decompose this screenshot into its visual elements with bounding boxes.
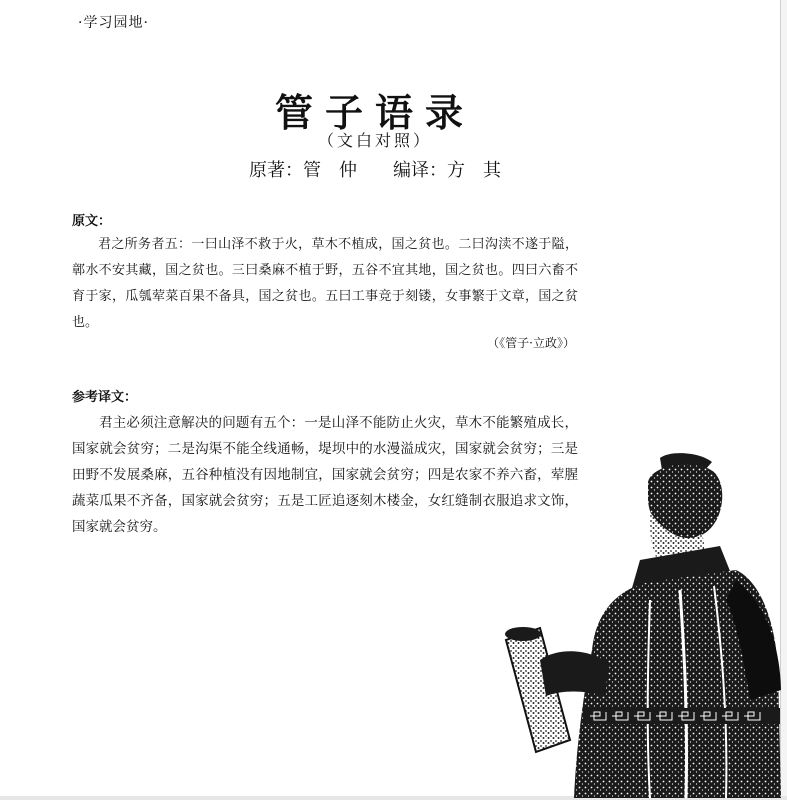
author-line [0, 156, 750, 182]
article-subtitle: （文白对照） [317, 131, 432, 150]
source-citation: （《管子·立政》） [487, 336, 575, 350]
translation-text: 君主必须注意解决的问题有五个：一是山泽不能防止火灾，草木不能繁殖成长，国家就会贫穷；二是沟渠不能全线通畅，堤坝中的水漫溢成灾，国家就会贫穷；三是田野不发展桑麻，五谷种植没有因地制宜，国家就会贫穷；四是农家不养六畜，荤腥蔬菜瓜果不齐备，国家就会贫穷；五是工匠追逐刻木楼金，女红缝制衣服追求文饰，国家就会贫穷。 [72, 415, 578, 535]
original-heading: 原文： [72, 214, 112, 229]
page-edge [780, 0, 787, 800]
translation-heading: 参考译文： [72, 390, 138, 405]
guanzi-statue-icon [500, 450, 781, 798]
original-text: 君之所务者五：一曰山泽不救于火，草木不植成，国之贫也。二曰沟渎不遂于隘，鄣水不安其藏，国之贫也。三曰桑麻不植于野，五谷不宜其地，国之贫也。四曰六畜不育于家，瓜瓠荤菜百果不备具，国之贫也。五曰工事竞于刻镂，女事繁于文章，国之贫也。 [72, 237, 578, 330]
author-label: 原著：管 仲 [249, 160, 357, 181]
section-tag: ·学习园地· [78, 15, 149, 31]
article-title: 管子语录 [274, 91, 475, 135]
translator-label: 编译：方 其 [393, 160, 501, 181]
